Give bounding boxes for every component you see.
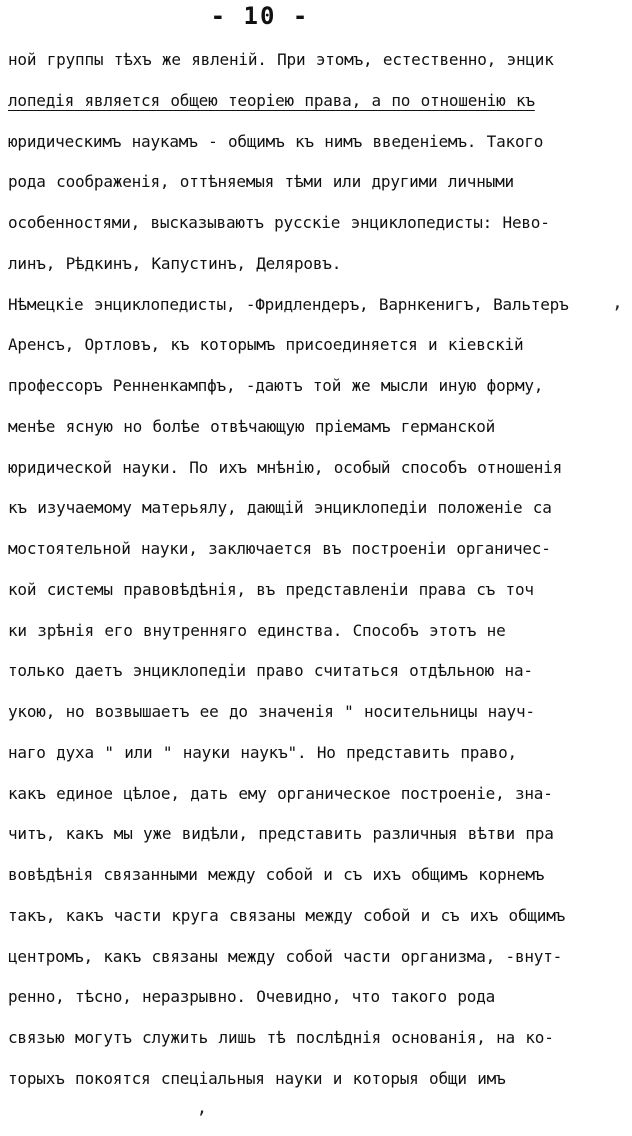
text-line: Нѣмецкіе энциклопедисты, -Фридлендеръ, Варнкенигъ, Вальтеръ [8,294,569,314]
text-line: лопедія является общею теоріею права, а по отношенію къ [8,90,535,110]
text-line: торыхъ покоятся спеціальныя науки и которыя общи имъ [8,1068,506,1088]
ink-mark: ’ [196,1108,207,1129]
text-line: юридической науки. По ихъ мнѣнію, особый способъ отношенія [8,457,563,477]
text-line: къ изучаемому матерьялу, дающій энциклопедіи положеніе са [8,498,552,518]
text-line: рода соображенія, оттѣняемыя тѣми или другими личными [8,172,514,192]
ink-mark: , [612,292,623,313]
text-line: мостоятельной науки, заключается въ построеніи органичес- [8,539,551,558]
text-line: только даетъ энциклопедіи право считаться отдѣльною на- [8,661,533,681]
text-line: Аренсъ, Ортловъ, къ которымъ присоединяется и кіевскій [8,335,524,355]
text-line: вовѣдѣнія связанными между собой и съ ихъ общимъ корнемъ [8,865,545,884]
text-line: ки зрѣнія его внутренняго единства. Способъ этотъ не [8,620,506,640]
text-line: линъ, Рѣдкинъ, Капустинъ, Деляровъ. [8,253,342,273]
body-text [8,40,626,1100]
text-line: читъ, какъ мы уже видѣли, представить различныя вѣтви пра [8,824,554,844]
text-line: юридическимъ наукамъ - общимъ къ нимъ введеніемъ. Такого [8,131,544,151]
text-line: укою, но возвышаетъ ее до значенія " носительницы науч- [8,702,535,721]
text-line: кой системы правовѣдѣнія, въ представленіи права съ точ [8,579,534,599]
text-line: менѣе ясную но болѣе отвѣчающую пріемамъ германской [8,416,496,436]
text-line: ренно, тѣсно, неразрывно. Очевидно, что такого рода [8,987,496,1007]
text-line: какъ единое цѣлое, дать ему органическое построеніе, зна- [8,783,553,803]
text-line: наго духа " или " науки наукъ". Но представить право, [8,742,517,762]
page-number: - 10 - [210,2,310,30]
text-line: такъ, какъ части круга связаны между собой и съ ихъ общимъ [8,905,566,925]
text-line: ной группы тѣхъ же явленій. При этомъ, естественно, энцик [8,50,554,69]
text-line: профессоръ Ренненкампфъ, -даютъ той же мысли иную форму, [8,376,544,395]
text-line: связью могутъ служить лишь тѣ послѣднія основанія, на ко- [8,1028,554,1047]
text-line: центромъ, какъ связаны между собой части организма, -внут- [8,946,563,966]
text-line: особенностями, высказываютъ русскіе энциклопедисты: Нево- [8,213,550,232]
